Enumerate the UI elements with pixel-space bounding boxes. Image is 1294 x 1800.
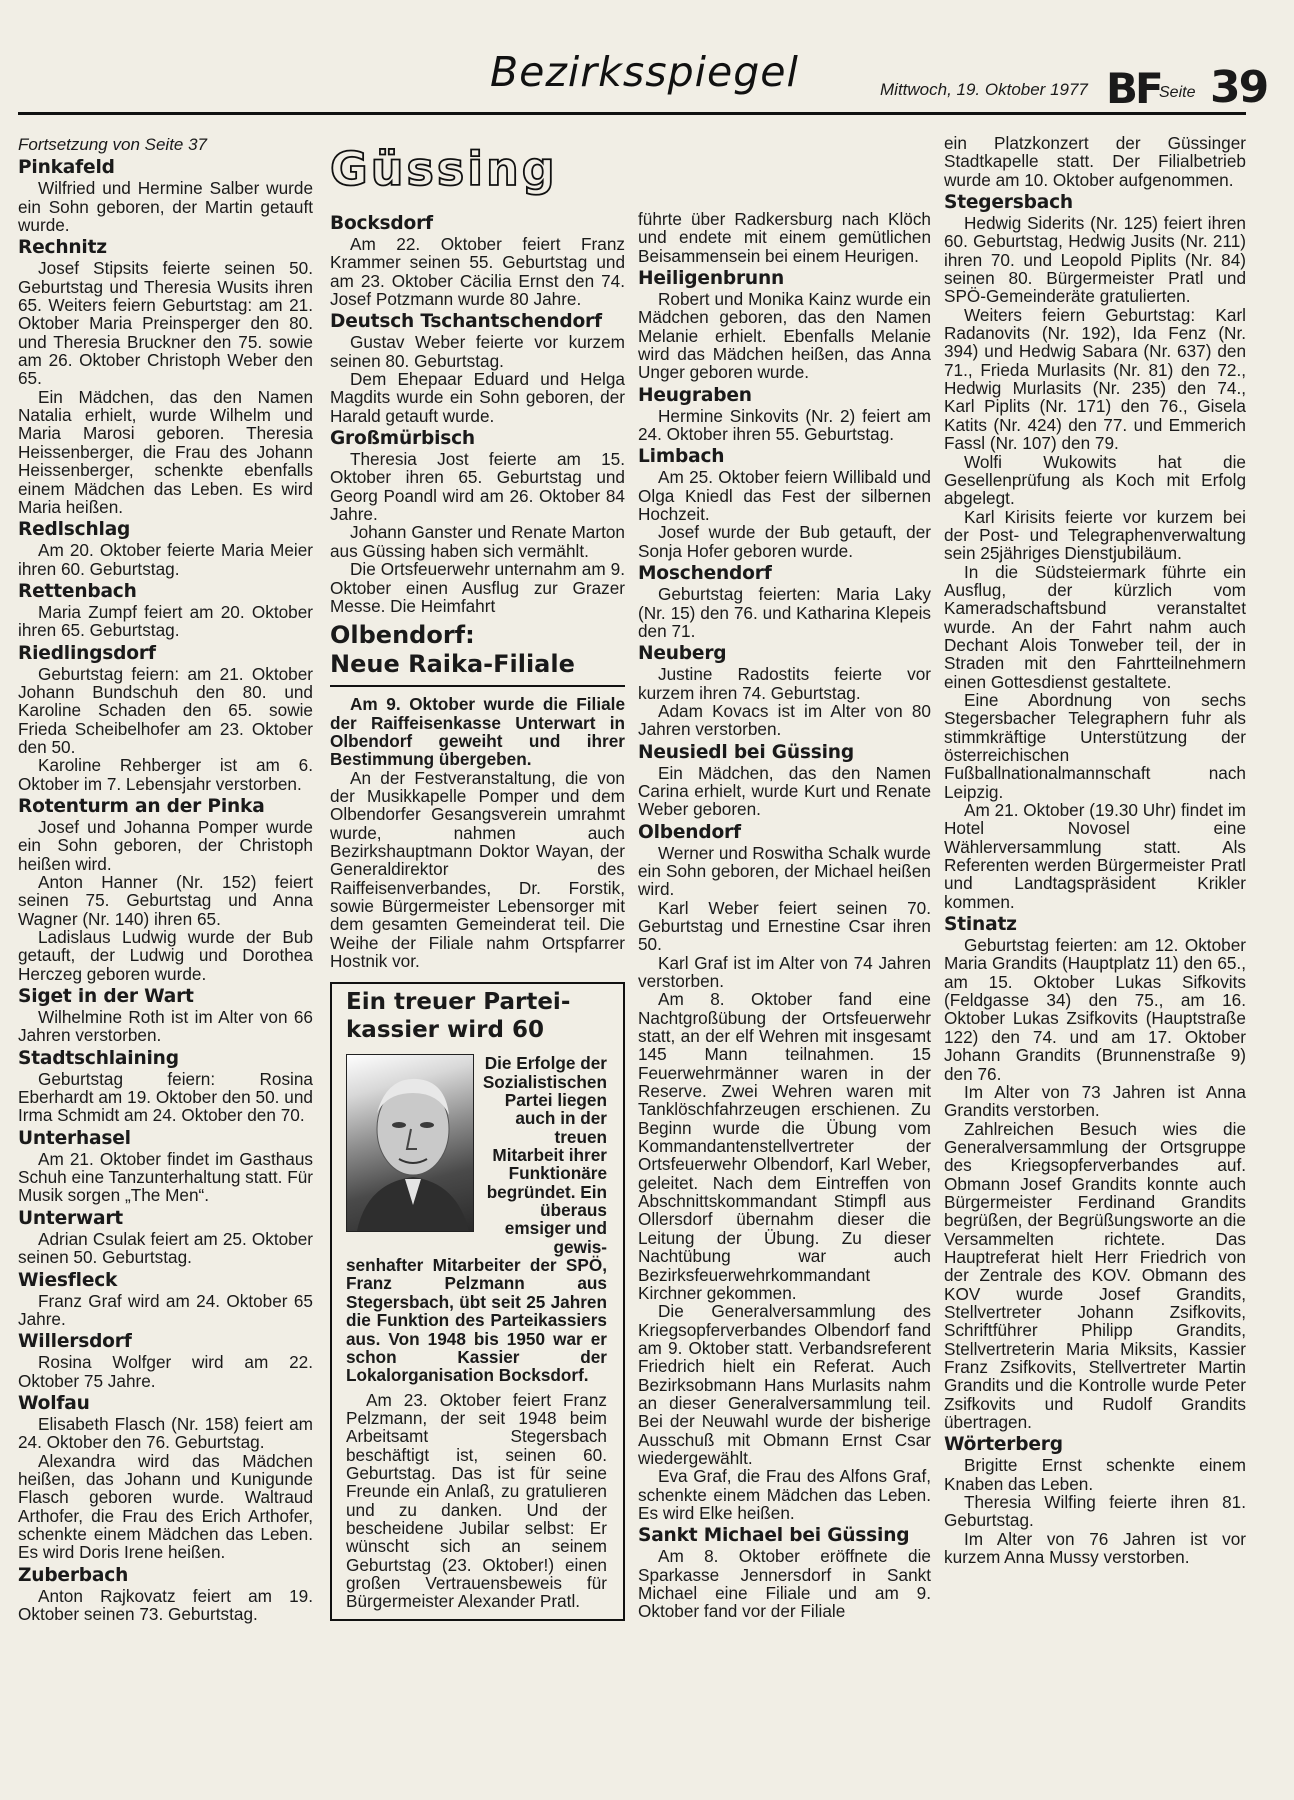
article-paragraph: Im Alter von 76 Jahren ist vor kurzem Anna Mussy verstorben. xyxy=(944,1528,1246,1568)
page-label: Seite xyxy=(1159,84,1196,101)
article-paragraph: Eine Abordnung von sechs Stegersbacher Telegraphern fuhr als stimmkräftige Unterstützung der österreichischen Fußballnationalmannschaft nach Leipzig. xyxy=(944,689,1246,802)
section-title: Bezirksspiegel xyxy=(490,48,799,96)
article-paragraph: Am 8. Oktober eröffnete die Sparkasse Jennersdorf in Sankt Michael eine Filiale und am 9. Oktober fand vor der Filiale xyxy=(638,1546,931,1622)
article-paragraph: Theresia Jost feierte am 15. Oktober ihren 65. Geburtstag und Georg Poandl wird am 26. Oktober 84 Jahre. xyxy=(330,449,625,525)
article-paragraph: Adrian Csulak feiert am 25. Oktober seinen 50. Geburtstag. xyxy=(18,1228,313,1268)
article-paragraph: Theresia Wilfing feierte ihren 81. Geburtstag. xyxy=(944,1492,1246,1531)
place-heading: Rotenturm an der Pinka xyxy=(18,795,265,817)
article-redlschlag xyxy=(18,520,313,578)
region-logo-guessing: Güssing xyxy=(330,142,558,196)
article-paragraph: Justine Radostits feierte vor kurzem ihren 74. Geburtstag. xyxy=(638,664,931,703)
article-paragraph: Josef Stipsits feierte seinen 50. Geburtstag und Theresia Wusits ihren 65. Weiters feiern Geburtstag: am 21. Oktober Maria Preinsperger den 80. und Theresia Bruckner den 75. sowie am 26. Oktober Christoph Weber den 65. xyxy=(18,258,313,389)
box-headline: Ein treuer Partei- xyxy=(346,989,571,1016)
article-paragraph: Josef wurde der Bub getauft, der Sonja Hofer geboren wurde. xyxy=(638,522,931,561)
box-paragraph: Am 23. Oktober feiert Franz Pelzmann, der seit 1948 beim Arbeitsamt Stegersbach beschäftigt ist, seinen 60. Geburtstag. Das ist für seine Freunde ein Anlaß, zu gratulieren und zu danken. Und der bescheidene Jubilar selbst: Er wünscht sich an seinem Geburtstag (23. Oktober!) einen großen Vertrauensbeweis für Bürgermeister Alexander Pratl. xyxy=(346,1389,607,1612)
article-paragraph: Johann Ganster und Renate Marton aus Güssing haben sich vermählt. xyxy=(330,522,625,561)
article-paragraph: An der Festveranstaltung, die von der Musikkapelle Pomper und dem Olbendorfer Gesangsverein umrahmt wurde, nahmen auch Bezirkshauptmann Doktor Wayan, der Generaldirektor des Raiffeisenverbandes, Dr. Forstik, sowie Bürgermeister Lebensorger mit dem gesamten Gemeinderat teil. Die Weihe der Filiale nahm Ortspfarrer Hostnik vor. xyxy=(330,767,625,971)
place-heading: Rechnitz xyxy=(18,237,107,259)
article-zuberbach xyxy=(18,1566,313,1624)
article-unterwart xyxy=(18,1209,313,1267)
article-rotenturm-an-der-pinka xyxy=(18,797,313,983)
article-paragraph: Geburtstag feiern: am 21. Oktober Johann Bundschuh den 80. und Karoline Schaden den 65. sowie Frieda Scheibelhofer am 23. Oktober den 50. xyxy=(18,663,313,757)
place-heading: Siget in der Wart xyxy=(18,986,194,1008)
place-heading: Stinatz xyxy=(944,914,1017,936)
box-headline: kassier wird 60 xyxy=(346,1017,544,1044)
place-heading: Neusiedl bei Güssing xyxy=(638,741,854,763)
article-paragraph: Dem Ehepaar Eduard und Helga Magdits wurde ein Sohn geboren, der Harald getauft wurde. xyxy=(330,369,625,426)
article-paragraph: Adam Kovacs ist im Alter von 80 Jahren verstorben. xyxy=(638,700,931,740)
article-paragraph: Elisabeth Flasch (Nr. 158) feiert am 24. Oktober den 76. Geburtstag. xyxy=(18,1413,313,1453)
article-paragraph: Ein Mädchen, das den Namen Natalia erhielt, wurde Wilhelm und Maria Marosi geboren. Theresia Heissenberger, die Frau des Johann Heissenberger, schenkte ebenfalls einem Mädchen das Leben. Es wird Maria heißen. xyxy=(18,386,313,517)
article-heiligenbrunn xyxy=(638,269,931,382)
place-heading: Wiesfleck xyxy=(18,1269,118,1291)
article-paragraph: Wilfried und Hermine Salber wurde ein Sohn geboren, der Martin getauft wurde. xyxy=(18,178,313,236)
article-paragraph: Robert und Monika Kainz wurde ein Mädchen geboren, das den Namen Melanie erhielt. Ebenfalls Melanie wird das Mädchen heißen, das Anna Unger geboren wurde. xyxy=(638,289,931,383)
article-paragraph: Die Ortsfeuerwehr unternahm am 9. Oktober einen Ausflug zur Grazer Messe. Die Heimfahrt xyxy=(330,559,625,616)
article-unterhasel xyxy=(18,1129,313,1205)
photo-row xyxy=(346,1054,607,1256)
article-paragraph: Im Alter von 73 Jahren ist Anna Grandits verstorben. xyxy=(944,1081,1246,1121)
place-heading: Zuberbach xyxy=(18,1564,129,1586)
place-heading: Neuberg xyxy=(638,643,727,665)
place-heading: Wörterberg xyxy=(944,1434,1063,1456)
article-olbendorf xyxy=(638,823,931,1523)
article-stinatz xyxy=(944,915,1246,1431)
place-heading: Deutsch Tschantschendorf xyxy=(330,311,602,333)
continuation-note: Fortsetzung von Seite 37 xyxy=(18,135,208,154)
article-willersdorf xyxy=(18,1332,313,1390)
place-heading: Unterwart xyxy=(18,1207,123,1229)
article-pinkafeld xyxy=(18,158,313,234)
column-4-articles xyxy=(944,193,1246,1566)
article-paragraph: Am 21. Oktober (19.30 Uhr) findet im Hotel Novosel eine Wählerversammlung statt. Als Referenten werden Bürgermeister Pratl und Landtagspräsident Krikler kommen. xyxy=(944,800,1246,912)
article-paragraph: Am 20. Oktober feierte Maria Meier ihren 60. Geburtstag. xyxy=(18,540,313,579)
place-heading: Moschendorf xyxy=(638,563,772,585)
place-heading: Unterhasel xyxy=(18,1127,131,1149)
article-paragraph: Geburtstag feierten: Maria Laky (Nr. 15) den 76. und Katharina Klepeis den 71. xyxy=(638,584,931,641)
article-großmürbisch xyxy=(330,429,625,615)
article-paragraph: Karoline Rehberger ist am 6. Oktober im 7. Lebensjahr verstorben. xyxy=(18,755,313,794)
article-deutsch-tschantschendorf xyxy=(330,312,625,425)
place-heading: Riedlingsdorf xyxy=(18,642,156,664)
article-headline: Olbendorf: xyxy=(330,621,475,650)
article-paragraph: Brigitte Ernst schenkte einem Knaben das Leben. xyxy=(944,1455,1246,1494)
column-2 xyxy=(330,142,625,1621)
column-4 xyxy=(944,134,1246,1566)
article-paragraph: Am 22. Oktober feiert Franz Krammer seinen 55. Geburtstag und am 23. Oktober Cäcilia Ernst den 74. Josef Potzmann wurde 80 Jahre. xyxy=(330,234,625,310)
place-heading: Olbendorf xyxy=(638,821,741,843)
article-paragraph: Franz Graf wird am 24. Oktober 65 Jahre. xyxy=(18,1290,313,1329)
column-3-articles xyxy=(638,269,931,1621)
article-olbendorf-raika xyxy=(330,621,625,970)
article-paragraph: Ein Mädchen, das den Namen Carina erhielt, wurde Kurt und Renate Weber geboren. xyxy=(638,762,931,820)
article-paragraph: Karl Weber feiert seinen 70. Geburtstag und Ernestine Csar ihren 50. xyxy=(638,897,931,955)
place-heading: Redlschlag xyxy=(18,519,131,541)
article-neusiedl-bei-güssing xyxy=(638,743,931,819)
place-heading: Sankt Michael bei Güssing xyxy=(638,1525,910,1547)
article-paragraph: Werner und Roswitha Schalk wurde ein Sohn geboren, der Michael heißen wird. xyxy=(638,842,931,900)
article-stegersbach xyxy=(944,193,1246,911)
article-paragraph: Am 8. Oktober fand eine Nachtgroßübung der Ortsfeuerwehr statt, an der elf Wehren mit insgesamt 145 Mann teilnahmen. 15 Feuerwehrmänner waren in der Reserve. Zwei Wehren waren mit Tanklöschfahrzeugen erschienen. Zu Beginn wurde die Übung vom Kommandantenstellvertreter der Ortsfeuerwehr Olbendorf, Karl Weber, geleitet. Nach dem Eintreffen von Abschnittskommandant Stimpfl aus Ollersdorf übernahm dieser die Leitung der Übung. Zu dieser Nachtübung war auch Bezirksfeuerwehrkommandant Kirchner gekommen. xyxy=(638,989,931,1303)
article-rettenbach xyxy=(18,582,313,640)
article-paragraph: Karl Graf ist im Alter von 74 Jahren verstorben. xyxy=(638,952,931,991)
article-limbach xyxy=(638,447,931,560)
article-stadtschlaining xyxy=(18,1049,313,1125)
article-headline: Neue Raika-Filiale xyxy=(330,650,575,679)
article-paragraph: Hermine Sinkovits (Nr. 2) feiert am 24. Oktober ihren 55. Geburtstag. xyxy=(638,405,931,445)
article-moschendorf xyxy=(638,564,931,640)
place-heading: Großmürbisch xyxy=(330,428,475,450)
place-heading: Rettenbach xyxy=(18,580,137,602)
article-wolfau xyxy=(18,1394,313,1562)
masthead xyxy=(18,0,1268,115)
newspaper-logo: BF xyxy=(1106,64,1161,113)
article-siget-in-der-wart xyxy=(18,987,313,1045)
headline-rule xyxy=(330,685,625,687)
article-paragraph: Ladislaus Ludwig wurde der Bub getauft, der Ludwig und Dorothea Herczeg geboren wurde. xyxy=(18,927,313,984)
article-paragraph: Rosina Wolfger wird am 22. Oktober 75 Jahre. xyxy=(18,1352,313,1391)
article-wiesfleck xyxy=(18,1271,313,1329)
article-sankt-michael-bei-güssing xyxy=(638,1526,931,1620)
article-paragraph: Anton Rajkovatz feiert am 19. Oktober seinen 73. Geburtstag. xyxy=(18,1585,313,1624)
article-lead: Am 9. Oktober wurde die Filiale der Raiffeisenkasse Unterwart in Olbendorf geweiht und ihrer Bestimmung übergeben. xyxy=(330,694,625,770)
place-heading: Limbach xyxy=(638,446,725,468)
article-heugraben xyxy=(638,386,931,444)
article-paragraph: In die Südsteiermark führte ein Ausflug, der kürzlich vom Kameradschaftsbund veranstaltet wurde. An der Fahrt nahm auch Dechant Alois Tonweber teil, der in Straden mit den Fahrtteilnehmern einen Gottesdienst gestaltete. xyxy=(944,561,1246,692)
column-1-articles xyxy=(18,158,313,1623)
box-lead: senhafter Mitarbeiter der SPÖ, Franz Pelzmann aus Stegersbach, übt seit 25 Jahren die Funktion des Parteikassiers aus. Von 1948 bis 1950 war er schon Kassier der Lokalorganisation Bocksdorf. xyxy=(346,1255,607,1386)
article-paragraph: Hedwig Siderits (Nr. 125) feiert ihren 60. Geburtstag, Hedwig Jusits (Nr. 211) ihren 70. und Leopold Piplits (Nr. 84) seinen 80. Bürgermeister Pratl und SPÖ-Gemeinderäte gratulierten. xyxy=(944,213,1246,307)
column-3 xyxy=(638,210,931,1621)
continuation-paragraph: ein Platzkonzert der Güssinger Stadtkapelle statt. Der Filialbetrieb wurde am 10. Oktober aufgenommen. xyxy=(944,133,1246,190)
place-heading: Stadtschlaining xyxy=(18,1047,179,1069)
place-heading: Wolfau xyxy=(18,1392,90,1414)
place-heading: Pinkafeld xyxy=(18,157,115,179)
article-paragraph: Zahlreichen Besuch wies die Generalversammlung der Ortsgruppe des Kriegsopferverbandes auf. Obmann Josef Grandits konnte auch Bürgermeister Ferdinand Grandits begrüßen, der Begrüßungsworte an die Versammelten richtete. Das Hauptreferat hielt Herr Friedrich von der Zentrale des KOV. Obmann des KOV wurde Josef Grandits, Stellvertreter Johann Zsifkovits, Schriftführer Philipp Grandits, Stellvertreterin Maria Miksits, Kassier Franz Zsifkovits, Stellvertreter Martin Grandits und die Kontrolle wurde Peter Zsifkovits und Rudolf Grandits übertragen. xyxy=(944,1118,1246,1433)
article-paragraph: Wilhelmine Roth ist im Alter von 66 Jahren verstorben. xyxy=(18,1007,313,1046)
article-paragraph: Josef und Johanna Pomper wurde ein Sohn geboren, der Christoph heißen wird. xyxy=(18,816,313,874)
article-paragraph: Maria Zumpf feiert am 20. Oktober ihren 65. Geburtstag. xyxy=(18,601,313,641)
article-paragraph: Geburtstag feierten: am 12. Oktober Maria Grandits (Hauptplatz 11) den 65., am 15. Oktober Lukas Sifkovits (Feldgasse 34) den 75., am 16. Oktober Lukas Zsifkovits (Hauptstraße 122) den 74. und am 17. Oktober Johann Grandits (Brunnenstraße 9) den 76. xyxy=(944,935,1246,1084)
box-lead-side: Die Erfolge der Sozialistischen Partei liegen auch in der treuen Mitarbeit ihrer Funktionäre begründet. Ein überaus emsiger und gewis- xyxy=(482,1053,607,1257)
column-1 xyxy=(18,134,313,1623)
place-heading: Heiligenbrunn xyxy=(638,268,785,290)
article-paragraph: Karl Kirisits feierte vor kurzem bei der Post- und Telegraphenverwaltung sein 25jähriges Dienstjubiläum. xyxy=(944,506,1246,564)
page-number: 39 xyxy=(1210,62,1268,113)
continuation-paragraph: führte über Radkersburg nach Klöch und endete mit einem gemütlichen Beisammensein bei einem Heurigen. xyxy=(638,209,931,266)
article-paragraph: Am 25. Oktober feiern Willibald und Olga Kniedl das Fest der silbernen Hochzeit. xyxy=(638,467,931,525)
article-rechnitz xyxy=(18,238,313,516)
portrait-illustration xyxy=(347,1055,473,1231)
article-bocksdorf xyxy=(330,214,625,308)
place-heading: Stegersbach xyxy=(944,192,1073,214)
article-neuberg xyxy=(638,644,931,738)
place-heading: Willersdorf xyxy=(18,1331,132,1353)
article-paragraph: Geburtstag feiern: Rosina Eberhardt am 19. Oktober den 50. und Irma Schmidt am 24. Oktober den 70. xyxy=(18,1068,313,1126)
article-paragraph: Die Generalversammlung des Kriegsopferverbandes Olbendorf fand am 9. Oktober statt. Verbandsreferent Friedrich hielt ein Referat. Auch Bezirksobmann Hans Murlasits nahm an dieser Generalversammlung teil. Bei der Neuwahl wurde der bisherige Ausschuß mit Obmann Ernst Csar wiedergewählt. xyxy=(638,1301,931,1468)
portrait-photo xyxy=(346,1054,474,1232)
column-2-articles xyxy=(330,214,625,615)
issue-date: Mittwoch, 19. Oktober 1977 xyxy=(880,80,1088,99)
place-heading: Heugraben xyxy=(638,384,752,406)
article-paragraph: Weiters feiern Geburtstag: Karl Radanovits (Nr. 192), Ida Fenz (Nr. 394) und Hedwig Sabara (Nr. 637) den 71., Frieda Murlasits (Nr. 81) den 72., Hedwig Murlasits (Nr. 235) den 74., Karl Piplits (Nr. 171) den 76., Gisela Katits (Nr. 424) den 77. und Emmerich Fassl (Nr. 107) den 79. xyxy=(944,304,1246,454)
boxed-article-parteikassier xyxy=(330,982,625,1620)
article-paragraph: Gustav Weber feierte vor kurzem seinen 80. Geburtstag. xyxy=(330,332,625,371)
article-paragraph: Wolfi Wukowits hat die Gesellenprüfung als Koch mit Erfolg abgelegt. xyxy=(944,451,1246,509)
article-paragraph: Alexandra wird das Mädchen heißen, das Johann und Kunigunde Flasch geboren wurde. Waltraud Arthofer, die Frau des Erich Arthofer, schenkte einem Mädchen das Leben. Es wird Doris Irene heißen. xyxy=(18,1450,313,1563)
place-heading: Bocksdorf xyxy=(330,213,433,234)
article-riedlingsdorf xyxy=(18,644,313,793)
article-paragraph: Anton Hanner (Nr. 152) feiert seinen 75. Geburtstag und Anna Wagner (Nr. 140) ihren 65. xyxy=(18,872,313,929)
article-wörterberg xyxy=(944,1435,1246,1566)
article-paragraph: Am 21. Oktober findet im Gasthaus Schuh eine Tanzunterhaltung statt. Für Musik sorgen „The Men“. xyxy=(18,1148,313,1206)
article-paragraph: Eva Graf, die Frau des Alfons Graf, schenkte einem Mädchen das Leben. Es wird Elke heißen. xyxy=(638,1466,931,1523)
